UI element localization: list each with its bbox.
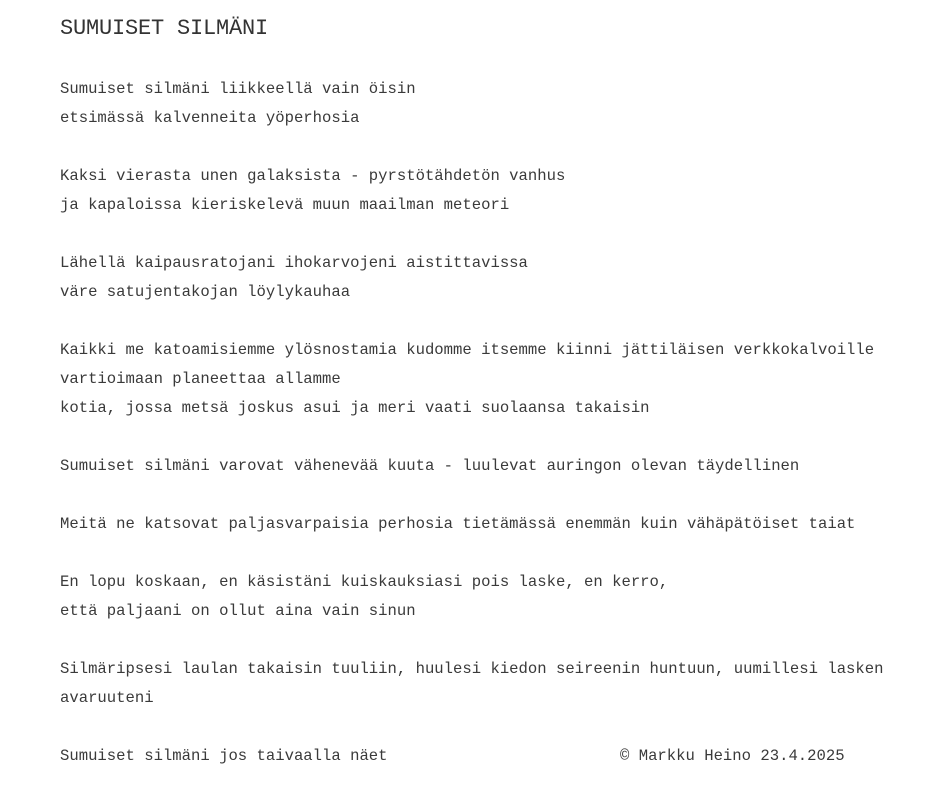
poem-title: SUMUISET SILMÄNI	[60, 16, 269, 41]
stanza	[60, 452, 920, 481]
poem-line: Sumuiset silmäni liikkeellä vain öisin	[60, 80, 416, 98]
stanza	[60, 162, 920, 220]
stanza	[60, 75, 920, 133]
stanza	[60, 336, 920, 423]
poem-line: että paljaani on ollut aina vain sinun	[60, 602, 416, 620]
closing-line: Sumuiset silmäni jos taivaalla näet	[60, 747, 388, 765]
poem-line: väre satujentakojan löylykauhaa	[60, 283, 351, 301]
stanza	[60, 568, 920, 626]
poem-line: vartioimaan planeettaa allamme	[60, 370, 341, 388]
poem-line: kotia, jossa metsä joskus asui ja meri vaati suolaansa takaisin	[60, 399, 650, 417]
stanza	[60, 510, 920, 539]
stanza	[60, 655, 920, 713]
poem-line: En lopu koskaan, en käsistäni kuiskauksiasi pois laske, en kerro,	[60, 573, 669, 591]
poem-line: etsimässä kalvenneita yöperhosia	[60, 109, 360, 127]
poem-line: avaruuteni	[60, 689, 154, 707]
poem-line: Kaksi vierasta unen galaksista - pyrstötähdetön vanhus	[60, 167, 566, 185]
poem-line: Meitä ne katsovat paljasvarpaisia perhosia tietämässä enemmän kuin vähäpätöiset taiat	[60, 515, 856, 533]
poem-line: Sumuiset silmäni varovat vähenevää kuuta - luulevat auringon olevan täydellinen	[60, 457, 800, 475]
poem-line: Kaikki me katoamisiemme ylösnostamia kudomme itsemme kiinni jättiläisen verkkokalvoille	[60, 341, 875, 359]
poem-body	[60, 75, 920, 742]
poem-line: Lähellä kaipausratojani ihokarvojeni aistittavissa	[60, 254, 528, 272]
copyright-notice: © Markku Heino 23.4.2025	[620, 747, 845, 765]
poem-line: Silmäripsesi laulan takaisin tuuliin, huulesi kiedon seireenin huntuun, uumillesi lasken	[60, 660, 884, 678]
stanza	[60, 249, 920, 307]
poem-line: ja kapaloissa kieriskelevä muun maailman meteori	[60, 196, 510, 214]
